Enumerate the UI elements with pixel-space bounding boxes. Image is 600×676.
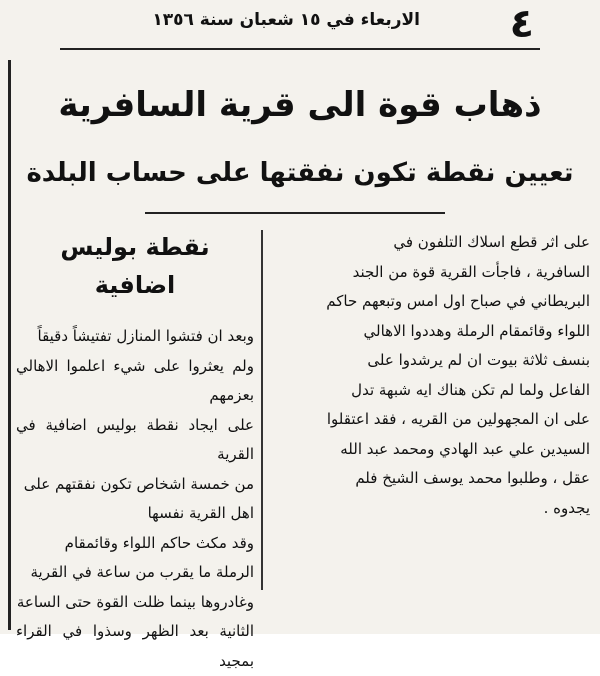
page-edge-rule bbox=[8, 60, 11, 630]
page-number: ٤ bbox=[509, 1, 534, 47]
text-line: على ان المجهولين من القريه ، فقد اعتقلوا bbox=[326, 410, 590, 428]
text-line: وقد مكث حاكم اللواء وقائمقام bbox=[64, 533, 254, 552]
article-subheadline: تعيين نقطة تكون نفقتها على حساب البلدة bbox=[26, 158, 574, 188]
text-line: اهل القرية نفسها bbox=[147, 504, 254, 522]
text-line: الثانية بعد الظهر وسذوا في القراء بمجيد bbox=[16, 622, 254, 670]
text-line: بنسف ثلاثة بيوت ان لم يرشدوا على bbox=[367, 351, 590, 369]
text-line: على ايجاد نقطة بوليس اضافية في القرية bbox=[16, 415, 254, 463]
text-line: الرملة ما يقرب من ساعة في القرية bbox=[30, 563, 254, 581]
article-column-left bbox=[16, 228, 254, 676]
text-line: ولم يعثروا على شيء اعلموا الاهالي بعزمهم bbox=[16, 356, 254, 404]
text-line: السيدين علي عبد الهادي ومحمد عبد الله bbox=[340, 439, 590, 458]
text-line: اللواء وقائمقام الرملة وهددوا الاهالي bbox=[363, 321, 590, 340]
article-column-right bbox=[272, 228, 590, 523]
section-subhead: نقطة بوليس اضافية bbox=[60, 233, 210, 299]
column-divider bbox=[261, 230, 263, 590]
text-line: البريطاني في صباح اول امس وتبعهم حاكم bbox=[326, 292, 590, 310]
headline-divider bbox=[145, 212, 445, 214]
dateline: الاربعاء في ١٥ شعبان سنة ١٣٥٦ bbox=[152, 10, 420, 30]
text-line: من خمسة اشخاص تكون نفقتهم على bbox=[23, 474, 254, 493]
text-line: وغادروها بينما ظلت القوة حتى الساعة bbox=[16, 592, 254, 611]
text-line: الفاعل ولما لم تكن هناك ايه شبهة تدل bbox=[351, 380, 590, 399]
article-headline: ذهاب قوة الى قرية السافرية bbox=[58, 85, 542, 125]
page-header bbox=[60, 0, 540, 50]
text-line: السافرية ، فاجأت القرية قوة من الجند bbox=[352, 262, 590, 281]
text-line: وبعد ان فتشوا المنازل تفتيشاً دقيقاً bbox=[37, 327, 254, 345]
text-line: يجدوه . bbox=[543, 498, 590, 517]
text-line: على اثر قطع اسلاك التلفون في bbox=[393, 233, 590, 251]
text-line: عقل ، وطلبوا محمد يوسف الشيخ فلم bbox=[355, 469, 590, 487]
